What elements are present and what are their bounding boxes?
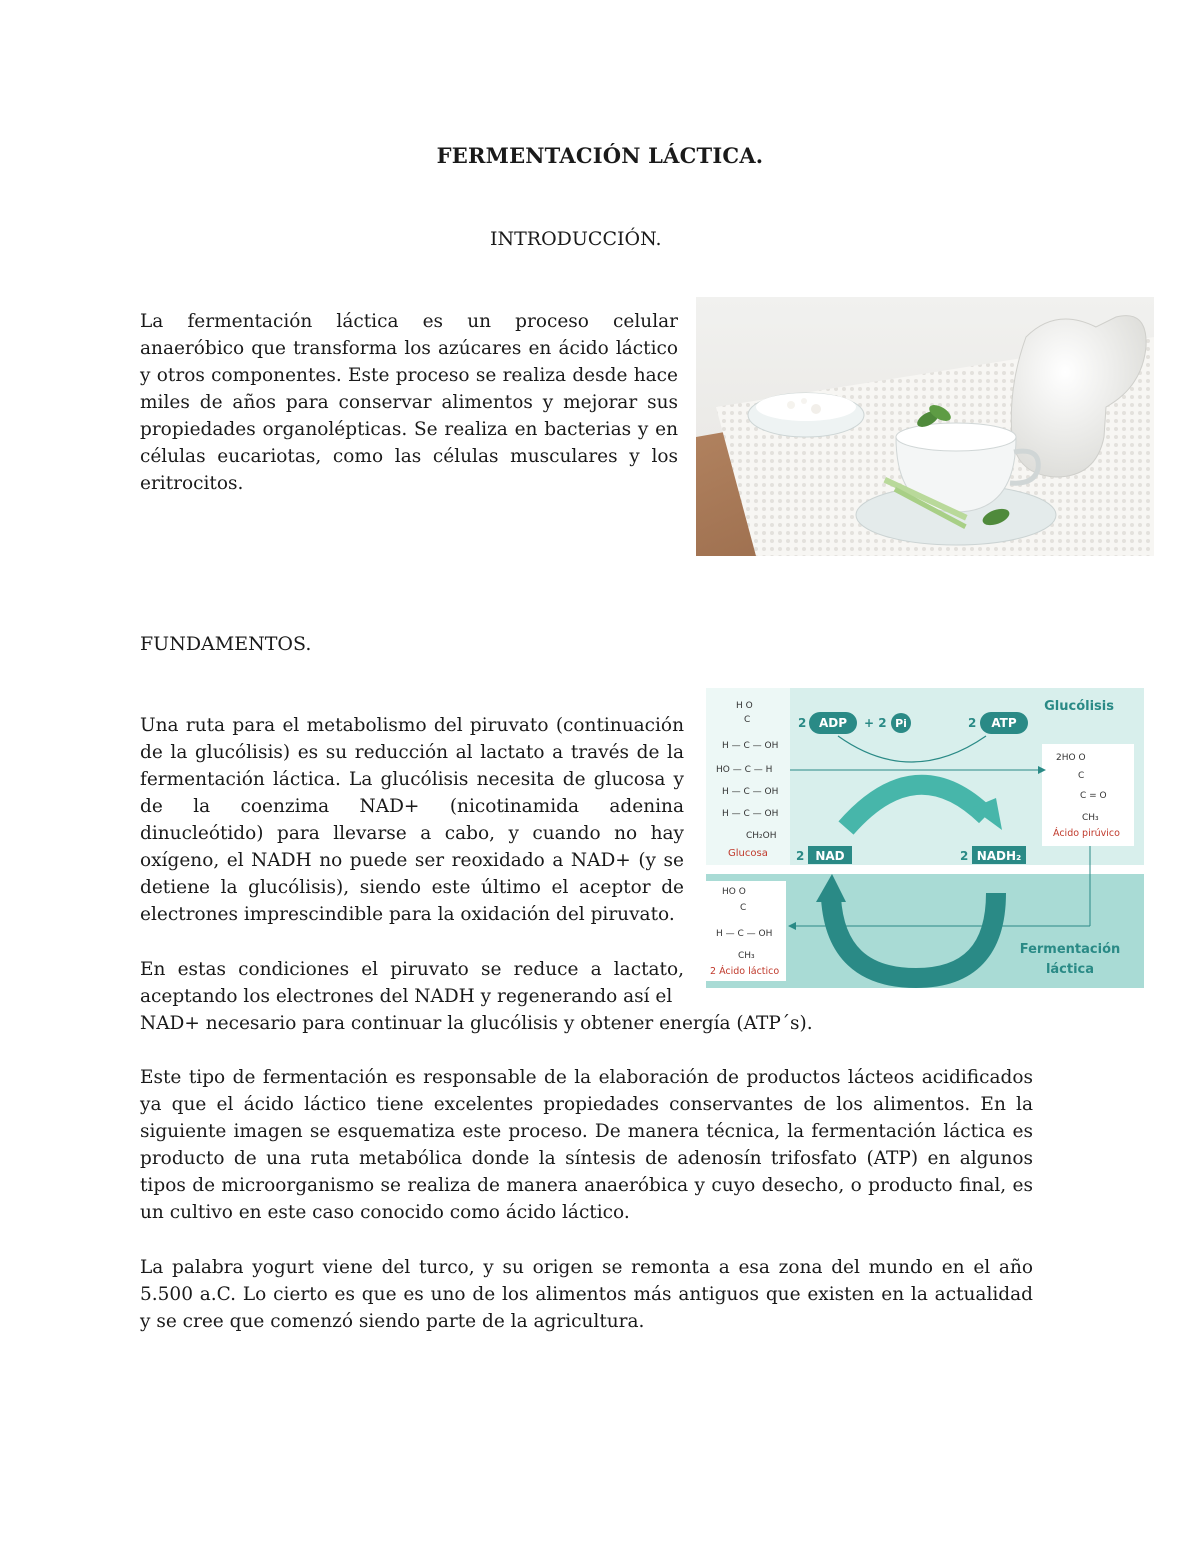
lactate-line-3: H — C — OH bbox=[716, 929, 773, 939]
fundamentos-heading: FUNDAMENTOS. bbox=[140, 633, 312, 655]
fermentacion-label-2: láctica bbox=[1045, 962, 1095, 977]
acido-piruvico-label: Ácido pirúvico bbox=[1053, 828, 1120, 839]
adp-label: ADP bbox=[818, 716, 848, 730]
lactate-line-4: CH₃ bbox=[738, 951, 755, 961]
fundamentos-paragraph-2a: En estas condiciones el piruvato se reduce a lactato, aceptando los electrones del NADH y regenerando así el bbox=[140, 959, 684, 1007]
glucose-line-7: CH₂OH bbox=[746, 831, 777, 841]
document-title: FERMENTACIÓN LÁCTICA. bbox=[436, 143, 764, 168]
acido-lactico-label: 2 Ácido láctico bbox=[710, 966, 780, 977]
fundamentos-paragraph-2b: NAD+ necesario para continuar la glucólisis y obtener energía (ATP´s). bbox=[140, 1013, 813, 1034]
pyruvate-line-1: 2HO O bbox=[1056, 753, 1086, 763]
glucose-line-3: H — C — OH bbox=[722, 741, 779, 751]
paragraph-3: Este tipo de fermentación es responsable de la elaboración de productos lácteos acidificados ya que el ácido láctico tiene excelentes propiedades conservantes de los alimentos. En la siguiente imagen se esquematiza este proceso. De manera técnica, la fermentación láctica es producto de una ruta metabólica donde la síntesis de adenosín trifosfato (ATP) en algunos tipos de microorganismo se realiza de manera anaeróbica y cuyo desecho, o producto final, es un cultivo en este caso conocido como ácido láctico. bbox=[140, 1067, 1033, 1223]
nadh-coef: 2 bbox=[960, 849, 969, 863]
glucolisis-label: Glucólisis bbox=[1044, 699, 1114, 714]
glucose-line-5: H — C — OH bbox=[722, 787, 779, 797]
nad-coef: 2 bbox=[796, 849, 805, 863]
yogurt-photo bbox=[696, 297, 1154, 556]
pyruvate-line-2: C bbox=[1078, 771, 1085, 781]
glucose-line-4: HO — C — H bbox=[716, 765, 773, 775]
pyruvate-line-4: CH₃ bbox=[1082, 813, 1099, 823]
pi-label: Pi bbox=[895, 717, 907, 730]
nadh-label: NADH₂ bbox=[976, 849, 1022, 863]
pyruvate-line-3: C = O bbox=[1080, 791, 1107, 801]
atp-coef: 2 bbox=[968, 716, 977, 730]
glucose-line-6: H — C — OH bbox=[722, 809, 779, 819]
pi-plus: + 2 bbox=[864, 716, 887, 730]
atp-label: ATP bbox=[991, 716, 1017, 730]
fermentacion-label-1: Fermentación bbox=[1019, 942, 1121, 957]
glucose-line-1: H O bbox=[736, 701, 753, 711]
paragraph-4: La palabra yogurt viene del turco, y su origen se remonta a esa zona del mundo en el año 5.500 a.C. Lo cierto es que es uno de los alimentos más antiguos que existen en la actualidad y se cree que comenzó siendo parte de la agricultura. bbox=[140, 1257, 1033, 1332]
nad-label: NAD bbox=[815, 849, 845, 863]
glucosa-label: Glucosa bbox=[728, 848, 768, 859]
intro-paragraph: La fermentación láctica es un proceso celular anaeróbico que transforma los azúcares en ácido láctico y otros componentes. Este proceso se realiza desde hace miles de años para conservar alimentos y mejorar sus propiedades organolépticas. Se realiza en bacterias y en células eucariotas, como las células musculares y los eritrocitos. bbox=[140, 311, 678, 494]
intro-heading: INTRODUCCIÓN. bbox=[490, 228, 662, 250]
glucose-line-2: C bbox=[744, 715, 751, 725]
lactate-line-1: HO O bbox=[722, 887, 746, 897]
fundamentos-paragraph-1: Una ruta para el metabolismo del piruvato (continuación de la glucólisis) es su reducción al lactato a través de la fermentación láctica. La glucólisis necesita de glucosa y de la coenzima NAD+ (nicotinamida adenina dinucleótido) para llevarse a cabo, y cuando no hay oxígeno, el NADH no puede ser reoxidado a NAD+ (y se detiene la glucólisis), siendo este último el aceptor de electrones imprescindible para la oxidación del piruvato. bbox=[140, 715, 684, 925]
fermentation-diagram bbox=[706, 688, 1144, 988]
adp-coef: 2 bbox=[798, 716, 807, 730]
lactate-line-2: C bbox=[740, 903, 747, 913]
